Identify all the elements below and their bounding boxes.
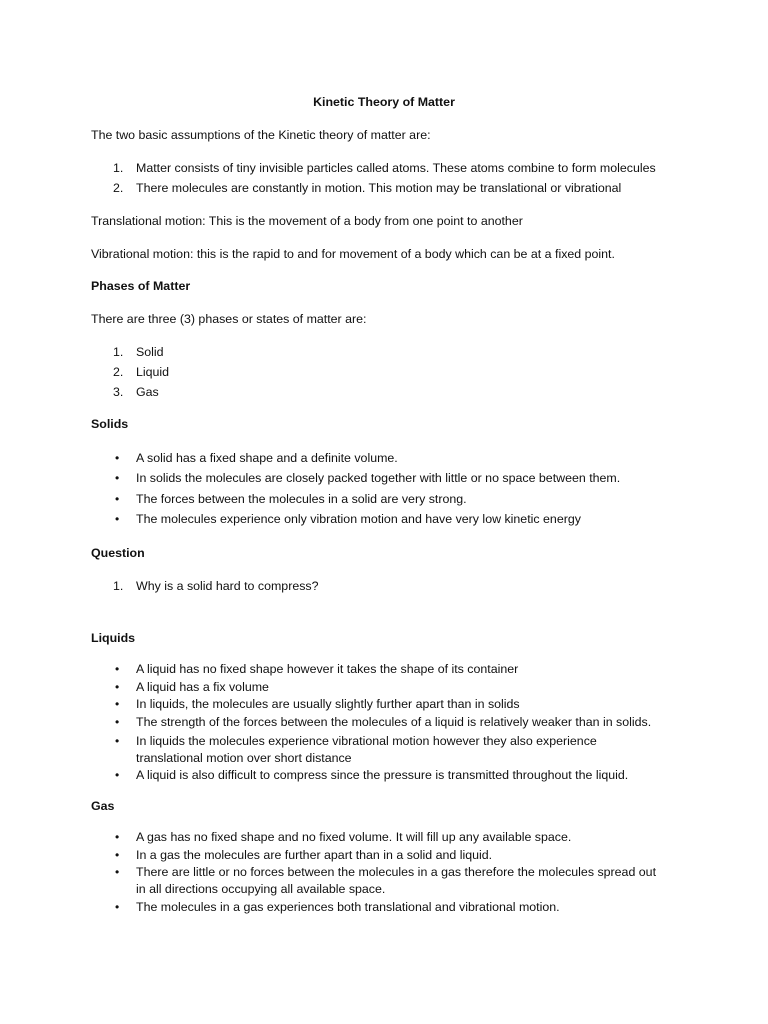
bullet-icon: • (115, 734, 120, 748)
bullet-icon: • (115, 512, 120, 526)
gas-item-3-continued: in all directions occupying all available space. (136, 882, 386, 896)
translational-motion-definition: Translational motion: This is the movement of a body from one point to another (91, 214, 523, 228)
assumption-2-text: There molecules are constantly in motion. This motion may be translational or vibrational (136, 181, 622, 195)
bullet-icon: • (115, 680, 120, 694)
solids-item-4: The molecules experience only vibration motion and have very low kinetic energy (136, 512, 581, 526)
assumption-1-text: Matter consists of tiny invisible particles called atoms. These atoms combine to form molecules (136, 161, 656, 175)
phase-2-number: 2. (113, 365, 124, 379)
phase-2-text: Liquid (136, 365, 170, 379)
gas-item-2: In a gas the molecules are further apart than in a solid and liquid. (136, 848, 493, 862)
bullet-icon: • (115, 471, 120, 485)
bullet-icon: • (115, 900, 120, 914)
liquids-item-2: A liquid has a fix volume (136, 680, 269, 694)
gas-item-3: There are little or no forces between the molecules in a gas therefore the molecules spread out (136, 865, 657, 879)
bullet-icon: • (115, 492, 120, 506)
assumption-2-number: 2. (113, 181, 124, 195)
bullet-icon: • (115, 768, 120, 782)
vibrational-motion-definition: Vibrational motion: this is the rapid to and for movement of a body which can be at a fixed point. (91, 247, 615, 261)
phase-3-text: Gas (136, 385, 159, 399)
gas-item-4: The molecules in a gas experiences both translational and vibrational motion. (136, 900, 560, 914)
question-text: Why is a solid hard to compress? (136, 579, 319, 593)
bullet-icon: • (115, 697, 120, 711)
document-title: Kinetic Theory of Matter (313, 95, 455, 109)
liquids-item-1: A liquid has no fixed shape however it takes the shape of its container (136, 662, 519, 676)
solids-item-1: A solid has a fixed shape and a definite volume. (136, 451, 398, 465)
liquids-item-5-continued: translational motion over short distance (136, 751, 352, 765)
question-heading: Question (91, 546, 145, 560)
liquids-item-6: A liquid is also difficult to compress since the pressure is transmitted throughout the liquid. (136, 768, 629, 782)
bullet-icon: • (115, 865, 120, 879)
bullet-icon: • (115, 662, 120, 676)
question-number: 1. (113, 579, 124, 593)
phases-heading: Phases of Matter (91, 279, 191, 293)
liquids-item-4: The strength of the forces between the molecules of a liquid is relatively weaker than in solids. (136, 715, 652, 729)
phases-intro: There are three (3) phases or states of matter are: (91, 312, 367, 326)
solids-item-3: The forces between the molecules in a solid are very strong. (136, 492, 467, 506)
liquids-item-3: In liquids, the molecules are usually slightly further apart than in solids (136, 697, 520, 711)
liquids-heading: Liquids (91, 631, 136, 645)
liquids-item-5: In liquids the molecules experience vibrational motion however they also experience (136, 734, 597, 748)
gas-heading: Gas (91, 799, 115, 813)
gas-item-1: A gas has no fixed shape and no fixed volume. It will fill up any available space. (136, 830, 572, 844)
bullet-icon: • (115, 715, 120, 729)
solids-item-2: In solids the molecules are closely packed together with little or no space between them. (136, 471, 621, 485)
intro-paragraph: The two basic assumptions of the Kinetic theory of matter are: (91, 128, 431, 142)
phase-1-text: Solid (136, 345, 164, 359)
bullet-icon: • (115, 451, 120, 465)
assumption-1-number: 1. (113, 161, 124, 175)
bullet-icon: • (115, 848, 120, 862)
bullet-icon: • (115, 830, 120, 844)
solids-heading: Solids (91, 417, 129, 431)
phase-1-number: 1. (113, 345, 124, 359)
phase-3-number: 3. (113, 385, 124, 399)
